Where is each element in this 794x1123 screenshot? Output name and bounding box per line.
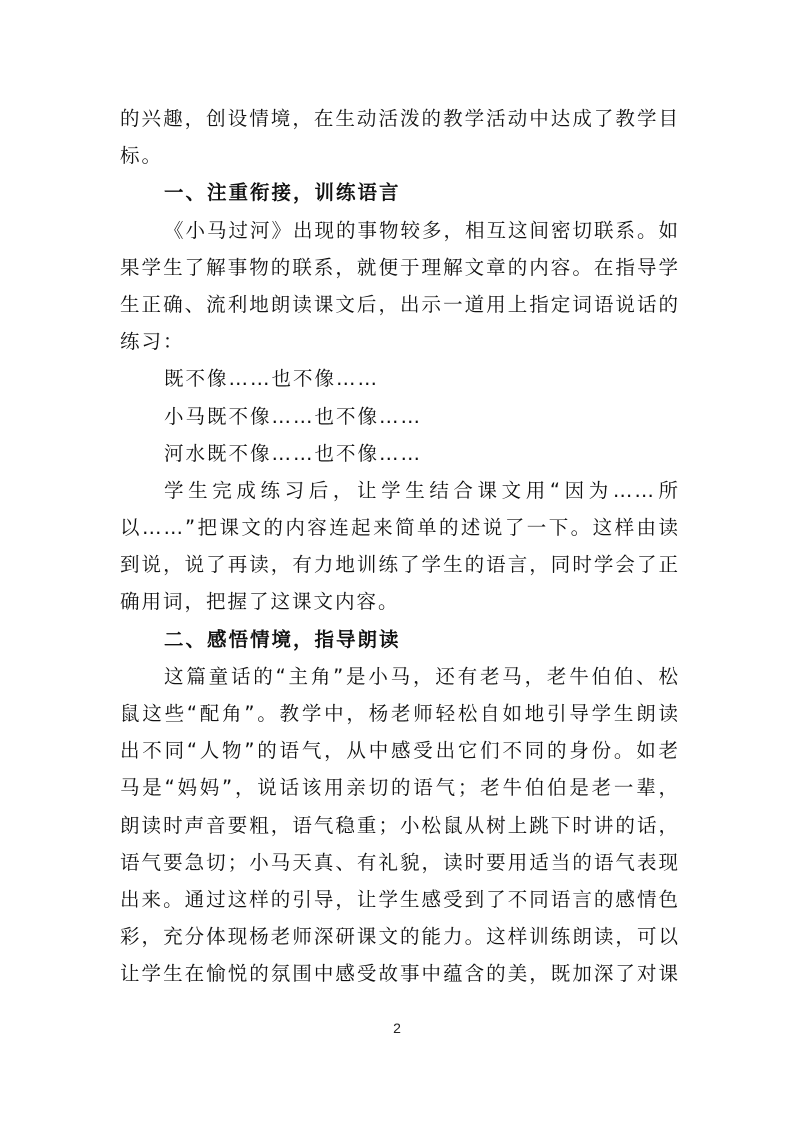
section-heading-2: 二、感悟情境，指导朗读 <box>164 627 401 651</box>
paragraph-line: 鼠这些“配角”。教学中，杨老师轻松自如地引导学生朗读 <box>120 702 680 725</box>
example-line: 小马既不像……也不像…… <box>164 404 423 428</box>
section-heading-1: 一、注重衔接，训练语言 <box>164 181 401 205</box>
paragraph-line: 确用词，把握了这课文内容。 <box>120 590 400 614</box>
paragraph-line: 《小马过河》出现的事物较多，相互这间密切联系。如 <box>164 218 681 242</box>
paragraph-line: 朗读时声音要粗，语气稳重；小松鼠从树上跳下时讲的话， <box>120 813 680 837</box>
example-line: 既不像……也不像…… <box>164 367 380 391</box>
paragraph-line: 出来。通过这样的引导，让学生感受到了不同语言的感情色 <box>120 887 680 911</box>
paragraph-line: 练习： <box>120 330 185 354</box>
paragraph-line: 马是“妈妈”，说话该用亲切的语气；老牛伯伯是老一辈， <box>120 776 680 800</box>
paragraph-line: 让学生在愉悦的氛围中感受故事中蕴含的美，既加深了对课 <box>120 962 680 986</box>
paragraph-line: 以……”把课文的内容连起来简单的述说了一下。这样由读 <box>120 516 680 540</box>
paragraph-line: 彩，充分体现杨老师深研课文的能力。这样训练朗读，可以 <box>120 925 680 949</box>
paragraph-line: 这篇童话的“主角”是小马，还有老马，老牛伯伯、松 <box>164 664 680 688</box>
paragraph-line: 果学生了解事物的联系，就便于理解文章的内容。在指导学 <box>120 255 680 279</box>
paragraph-line: 标。 <box>120 144 164 168</box>
example-line: 河水既不像……也不像…… <box>164 441 423 465</box>
paragraph-line: 语气要急切；小马天真、有礼貌，读时要用适当的语气表现 <box>120 850 680 874</box>
paragraph-line: 的兴趣，创设情境，在生动活泼的教学活动中达成了教学目 <box>120 107 680 130</box>
page-number: 2 <box>393 1020 401 1036</box>
document-body <box>120 100 680 993</box>
paragraph-line: 学生完成练习后，让学生结合课文用“因为……所 <box>164 478 680 502</box>
paragraph-line: 到说，说了再读，有力地训练了学生的语言，同时学会了正 <box>120 553 680 577</box>
paragraph-line: 出不同“人物”的语气，从中感受出它们不同的身份。如老 <box>120 739 680 763</box>
paragraph-line: 生正确、流利地朗读课文后，出示一道用上指定词语说话的 <box>120 292 680 316</box>
